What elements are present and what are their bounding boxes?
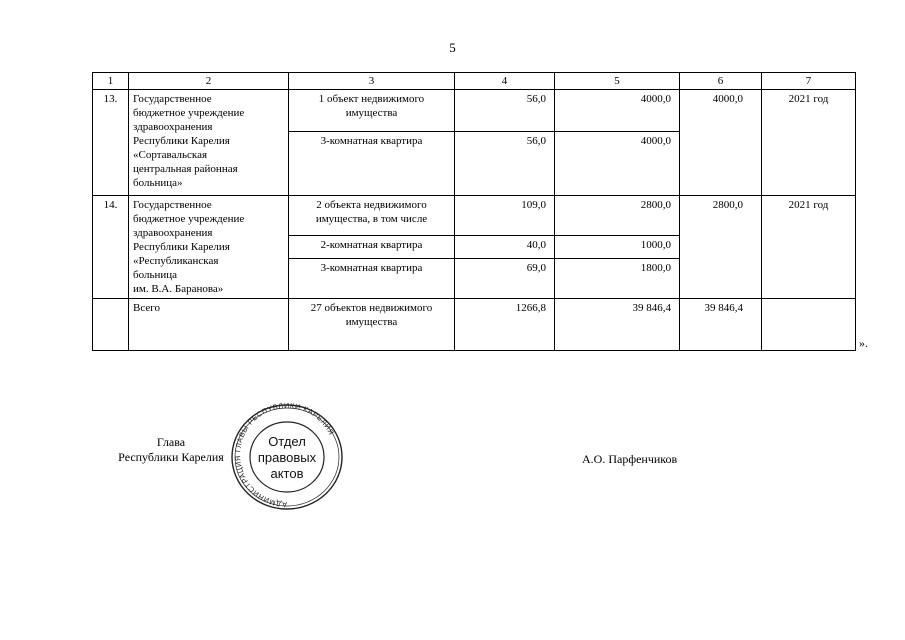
object-description: 27 объектов недвижимого имущества: [289, 299, 455, 351]
sum-value: 4000,0: [555, 132, 680, 196]
stamp-line-3: актов: [270, 466, 304, 481]
table-row: [93, 90, 856, 132]
total-value: 2800,0: [680, 196, 762, 299]
signatory-name: А.О. Парфенчиков: [582, 452, 678, 466]
stamp-line-2: правовых: [257, 450, 317, 465]
organization-name: Государственное бюджетное учреждение здравоохранения Республики Карелия «Сортавальская центральная районная больница»: [129, 90, 289, 196]
row-number: 13.: [93, 90, 129, 196]
total-value: 4000,0: [680, 90, 762, 196]
sum-value: 2800,0: [555, 196, 680, 236]
object-description: 3-комнатная квартира: [289, 132, 455, 196]
area-value: 40,0: [455, 235, 555, 258]
legal-department-stamp: [222, 402, 352, 512]
area-value: 109,0: [455, 196, 555, 236]
table-row: [93, 196, 856, 236]
total-label: Всего: [129, 299, 289, 351]
sum-value: 1000,0: [555, 235, 680, 258]
header-cell: 5: [555, 73, 680, 90]
organization-name: Государственное бюджетное учреждение здравоохранения Республики Карелия «Республиканская больница им. В.А. Баранова»: [129, 196, 289, 299]
header-cell: 4: [455, 73, 555, 90]
table-header-row: [93, 73, 856, 90]
page-number: 5: [449, 40, 456, 55]
year-value: 2021 год: [762, 196, 856, 299]
area-value: 56,0: [455, 132, 555, 196]
header-cell: 1: [93, 73, 129, 90]
sum-value: 4000,0: [555, 90, 680, 132]
area-value: 56,0: [455, 90, 555, 132]
stamp-ring-text: АДМИНИСТРАЦИЯ ГЛАВЫ РЕСПУБЛИКИ КАРЕЛИЯ: [232, 402, 337, 510]
area-value: 69,0: [455, 259, 555, 299]
object-description: 3-комнатная квартира: [289, 259, 455, 299]
sum-value: 39 846,4: [555, 299, 680, 351]
empty-cell: [93, 299, 129, 351]
objects-table: [92, 72, 856, 351]
object-description: 2 объекта недвижимого имущества, в том числе: [289, 196, 455, 236]
object-description: 1 объект недвижимого имущества: [289, 90, 455, 132]
year-value: 2021 год: [762, 90, 856, 196]
header-cell: 3: [289, 73, 455, 90]
header-cell: 7: [762, 73, 856, 90]
object-description: 2-комнатная квартира: [289, 235, 455, 258]
table-total-row: [93, 299, 856, 351]
sum-value: 1800,0: [555, 259, 680, 299]
header-cell: 2: [129, 73, 289, 90]
empty-cell: [762, 299, 856, 351]
signatory-title: Глава Республики Карелия: [118, 435, 224, 464]
total-value: 39 846,4: [680, 299, 762, 351]
row-number: 14.: [93, 196, 129, 299]
header-cell: 6: [680, 73, 762, 90]
area-value: 1266,8: [455, 299, 555, 351]
stamp-line-1: Отдел: [268, 434, 306, 449]
closing-quote-mark: ».: [859, 336, 868, 350]
